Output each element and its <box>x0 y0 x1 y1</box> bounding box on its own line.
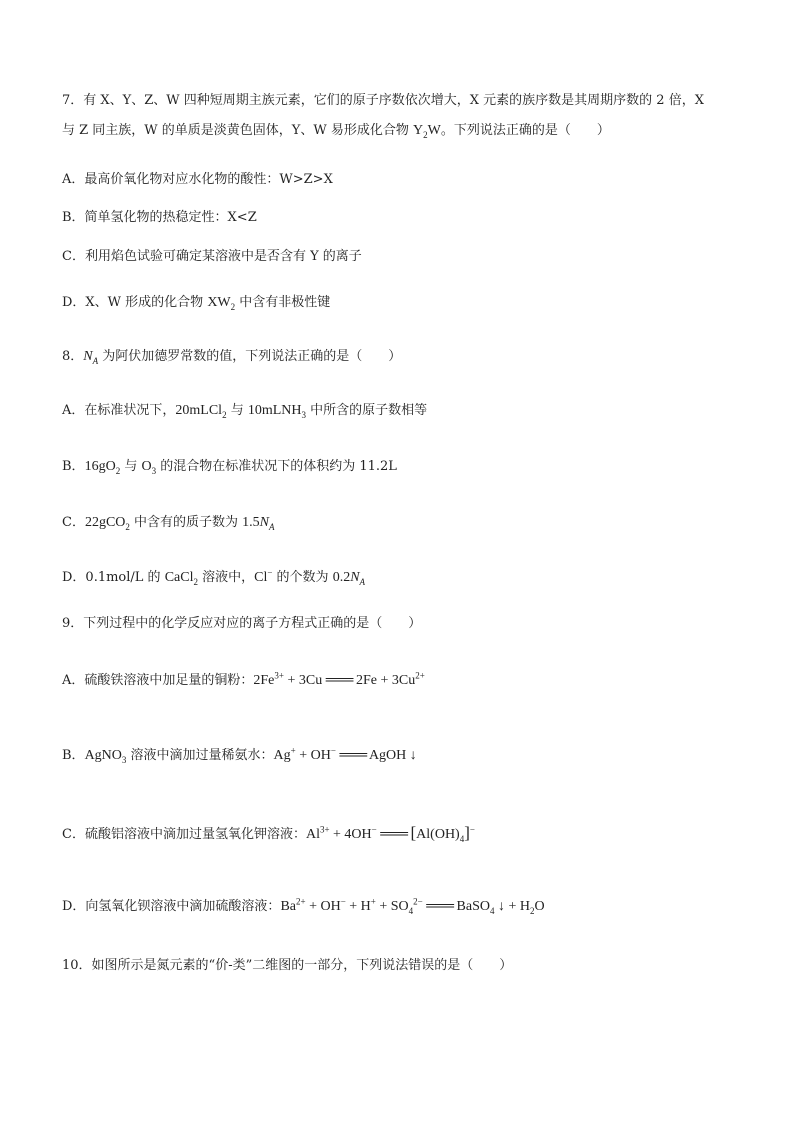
q7-option-a: A．最高价氧化物对应水化物的酸性：W>Z>X <box>62 172 333 187</box>
q9-stem: 9．下列过程中的化学反应对应的离子方程式正确的是（ ） <box>62 616 422 631</box>
avogadro-symbol: $N_A$ <box>83 349 99 366</box>
compound-y2w: $Y_2W$ <box>413 123 441 140</box>
q7-stem-line2: 与 Z 同主族，W 的单质是淡黄色固体，Y、W 易形成化合物 $Y_2W$。下列说法正确的是（ ） <box>62 123 610 140</box>
q8-option-c: C．22gCO$_2$ 中含有的质子数为 $1.5N_A$ <box>62 515 275 532</box>
compound-xw2: $XW_2$ <box>207 295 236 312</box>
q7-option-d: D．X、W 形成的化合物 $XW_2$ 中含有非极性键 <box>62 295 331 312</box>
q9-option-b: B．AgNO$_3$ 溶液中滴加过量稀氨水：Ag+ + OH− ═══ AgOH ↓ <box>62 745 417 765</box>
q9-option-c: C．硫酸铝溶液中滴加过量氢氧化钾溶液：$Al^{3+} + 4OH^-$ ═══ $[Al(OH)_4]^-$ <box>62 823 475 844</box>
q10-stem: 10．如图所示是氮元素的“价-类”二维图的一部分，下列说法错误的是（ ） <box>62 958 513 973</box>
q9-option-d: D．向氢氧化钡溶液中滴加硫酸溶液：$Ba^{2+} + OH^- + H^+ + SO_4^{2-}$ ═══ BaSO$_4$ ↓ + $H_2O$ <box>62 896 545 916</box>
q7-option-b: B．简单氢化物的热稳定性：X<Z <box>62 210 257 225</box>
q8-stem: 8．$N_A$ 为阿伏加德罗常数的值，下列说法正确的是（ ） <box>62 349 402 366</box>
q7-stem-line1: 7．有 X、Y、Z、W 四种短周期主族元素，它们的原子序数依次增大，X 元素的族序数是其周期序数的 2 倍，X <box>62 93 704 108</box>
equation-b: Ag+ + OH− ═══ AgOH ↓ <box>273 745 417 763</box>
q9-option-a: A．硫酸铁溶液中加足量的铜粉：$2Fe^{3+} + 3Cu$ ═══ $2Fe + 3Cu^{2+}$ <box>62 670 425 688</box>
equation-a: $2Fe^{3+} + 3Cu$ ═══ $2Fe + 3Cu^{2+}$ <box>253 670 425 688</box>
q7-option-c: C．利用焰色试验可确定某溶液中是否含有 Y 的离子 <box>62 249 362 264</box>
equation-c: $Al^{3+} + 4OH^-$ ═══ $[Al(OH)_4]^-$ <box>305 823 475 844</box>
q8-option-a: A．在标准状况下，20mLCl$_2$ 与 10mLNH$_3$ 中所含的原子数相等 <box>62 403 428 420</box>
q8-option-b: B．$16gO_2$ 与 $O_3$ 的混合物在标准状况下的体积约为 11.2L <box>62 459 397 476</box>
q8-option-d: D．0.1mol/L 的 CaCl$_2$ 溶液中，Cl− 的个数为 $0.2N_A$ <box>62 567 366 587</box>
equation-d: $Ba^{2+} + OH^- + H^+ + SO_4^{2-}$ ═══ BaSO$_4$ ↓ + $H_2O$ <box>280 896 545 916</box>
